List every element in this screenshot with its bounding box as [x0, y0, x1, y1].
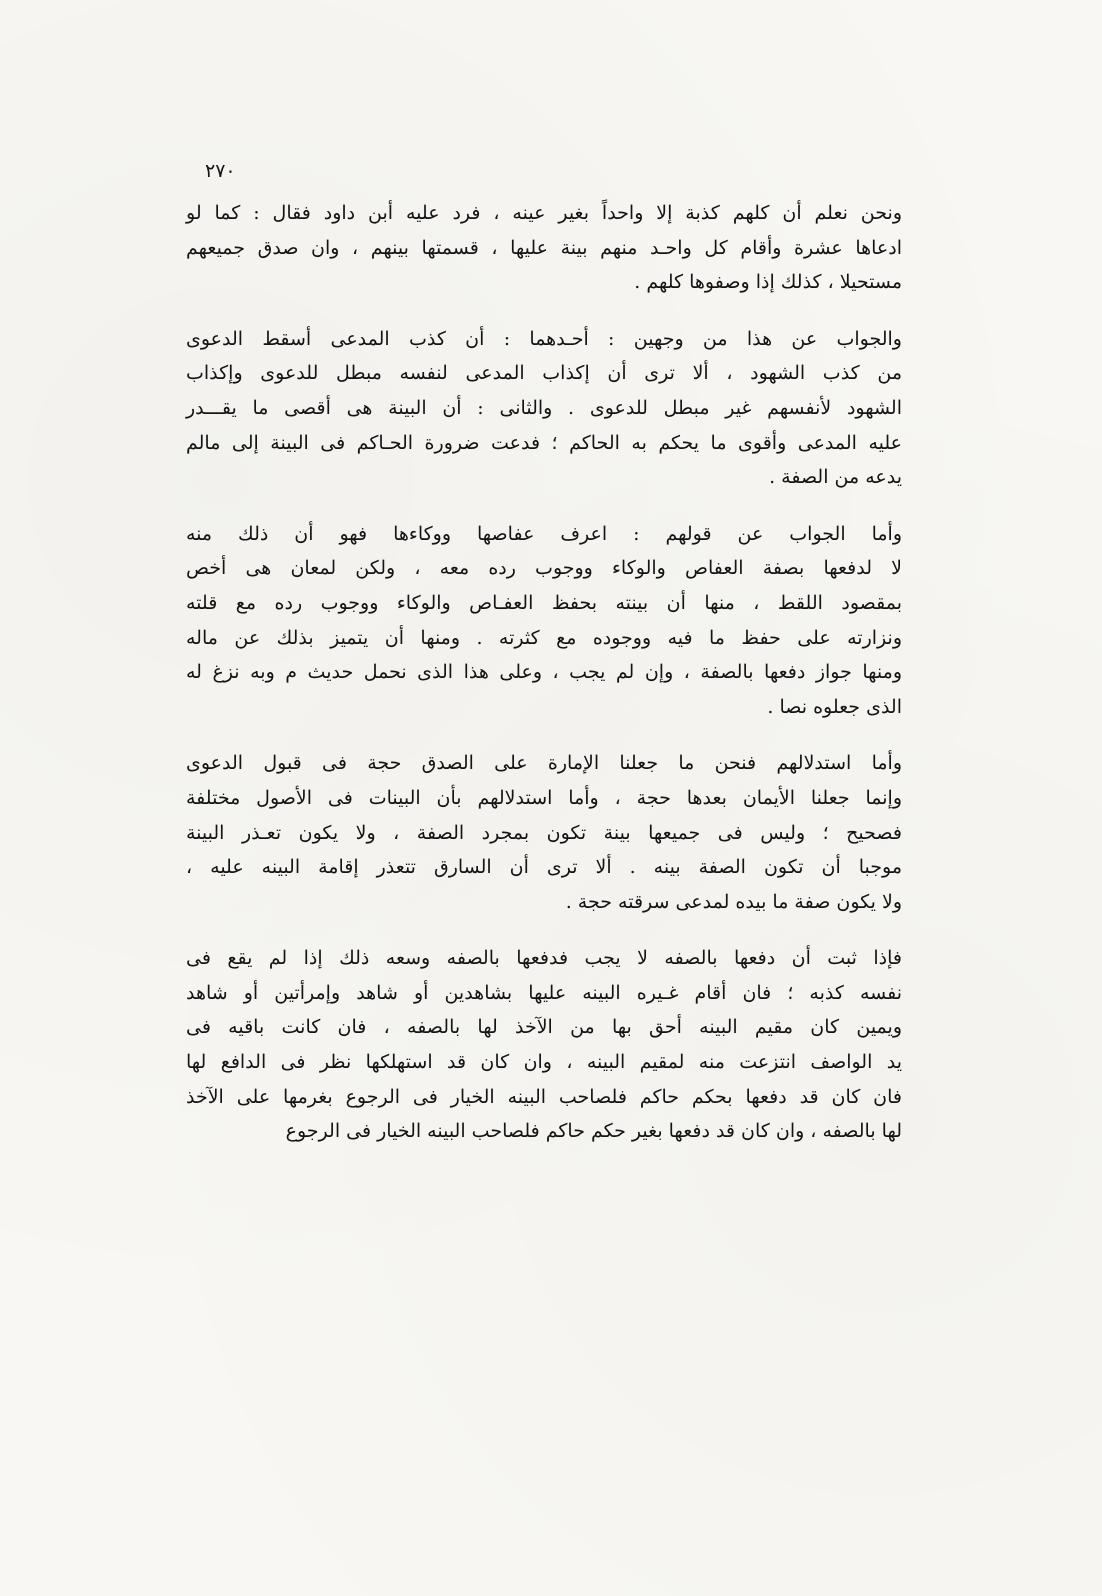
text-line: ولا يكون صفة ما بيده لمدعى سرقته حجة . [565, 890, 902, 913]
paragraph [186, 746, 902, 919]
text-line: وأما الجواب عن قولهم : اعرف عفاصها ووكاءها فهو أن ذلك منه [186, 522, 902, 545]
text-line: الذى جعلوه نصا . [767, 695, 902, 718]
text-line: ادعاها عشرة وأقام كل واحـد منهم بينة عليها ، قسمتها بينهم ، وان صدق جميعهم [186, 236, 902, 259]
paragraph-gap [186, 495, 902, 517]
body-text [186, 196, 902, 1149]
text-line: يدعه من الصفة . [769, 466, 902, 489]
text-line: فان كان قد دفعها بحكم حاكم فلصاحب البينه الخيار فى الرجوع بغرمها على الآخذ [186, 1085, 902, 1108]
text-line: والجواب عن هذا من وجهين : أحـدهما : أن كذب المدعى أسقط الدعوى [186, 327, 902, 350]
page-number: ٢٧٠ [205, 160, 236, 182]
paragraph-gap [186, 724, 902, 746]
text-line: عليه المدعى وأقوى ما يحكم به الحاكم ؛ فدعت ضرورة الحـاكم فى البينة إلى مالم [186, 431, 902, 454]
text-line: فإذا ثبت أن دفعها بالصفه لا يجب فدفعها بالصفه وسعه ذلك إذا لم يقع فى [186, 947, 902, 970]
text-line: يد الواصف انتزعت منه لمقيم البينه ، وان كان قد استهلكها نظر فى الدافع لها [186, 1051, 902, 1074]
text-line: لها بالصفه ، وان كان قد دفعها بغير حكم حاكم فلصاحب البينه الخيار فى الرجوع [285, 1120, 902, 1143]
paragraph [186, 322, 902, 495]
text-line: نفسه كذبه ؛ فان أقام غـيره البينه عليها بشاهدين أو شاهد وإمرأتين أو شاهد [186, 981, 902, 1004]
text-line: موجبا أن تكون الصفة بينه . ألا ترى أن السارق تتعذر إقامة البينه عليه ، [186, 856, 902, 879]
paragraph-gap [186, 919, 902, 941]
paragraph [186, 196, 902, 300]
paragraph [186, 941, 902, 1149]
text-line: الشهود لأنفسهم غير مبطل للدعوى . والثانى : أن البينة هى أقصى ما يقـــدر [186, 396, 902, 419]
text-line: لا لدفعها بصفة العفاص والوكاء ووجوب رده معه ، ولكن لمعان هى أخص [186, 557, 902, 580]
text-line: مستحيلا ، كذلك إذا وصفوها كلهم . [634, 271, 902, 294]
text-line: ونزارته على حفظ ما فيه ووجوده مع كثرته . ومنها أن يتميز بذلك عن ماله [186, 626, 902, 649]
text-line: وأما استدلالهم فنحن ما جعلنا الإمارة على الصدق حجة فى قبول الدعوى [186, 752, 902, 775]
paragraph-gap [186, 300, 902, 322]
paragraph [186, 517, 902, 725]
text-line: ويمين كان مقيم البينه أحق بها من الآخذ لها بالصفه ، فان كانت باقيه فى [186, 1016, 902, 1039]
text-line: ونحن نعلم أن كلهم كذبة إلا واحداً بغير عينه ، فرد عليه أبن داود فقال : كما لو [186, 202, 902, 224]
text-line: وإنما جعلنا الأيمان بعدها حجة ، وأما استدلالهم بأن البينات فى الأصول مختلفة [186, 786, 902, 809]
text-line: من كذب الشهود ، ألا ترى أن إكذاب المدعى لنفسه مبطل للدعوى وإكذاب [186, 362, 902, 385]
text-line: بمقصود اللقط ، منها أن بينته بحفظ العفـاص والوكاء ووجوب رده مع قلته [186, 591, 902, 614]
text-line: ومنها جواز دفعها بالصفة ، وإن لم يجب ، وعلى هذا الذى نحمل حديث م وبه نزغ له [186, 661, 902, 684]
text-line: فصحيح ؛ وليس فى جميعها بينة تكون بمجرد الصفة ، ولا يكون تعـذر البينة [186, 821, 902, 844]
